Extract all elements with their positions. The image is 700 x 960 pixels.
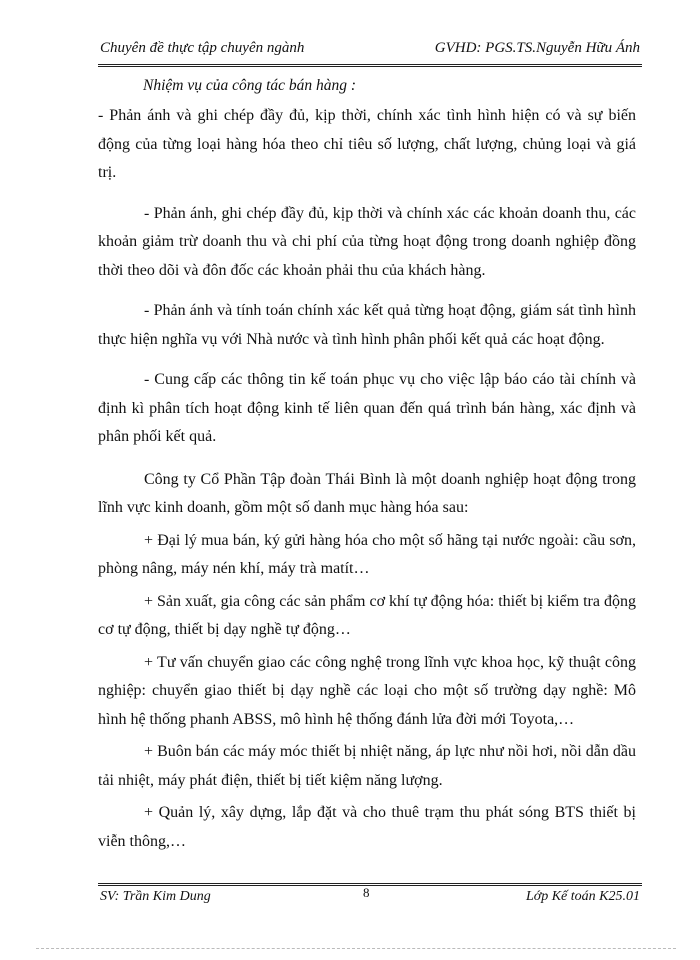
business-item-2: + Sản xuất, gia công các sản phẩm cơ khí tự động hóa: thiết bị kiểm tra động cơ tự động, thiết bị dạy nghề tự động… — [98, 592, 636, 638]
business-item-3: + Tư vấn chuyển giao các công nghệ trong lĩnh vực khoa học, kỹ thuật công nghiệp: chuyển giao thiết bị dạy nghề các loại cho một số trường dạy nghề: Mô hình hệ thống phanh ABSS, mô hình hệ thống đánh lửa đời mới Toyota,… — [98, 653, 636, 728]
page-footer — [100, 885, 640, 909]
page-header — [100, 40, 640, 62]
task-paragraph-2: - Phản ánh, ghi chép đầy đủ, kịp thời và chính xác các khoản doanh thu, các khoản giảm trừ doanh thu và chi phí của từng hoạt động trong doanh nghiệp đồng thời theo dõi và đôn đốc các khoản phải thu của khách hàng. — [98, 204, 636, 279]
footer-divider — [98, 883, 642, 886]
footer-class-name: Lớp Kế toán K25.01 — [525, 889, 640, 904]
task-paragraph-3: - Phản ánh và tính toán chính xác kết quả từng hoạt động, giám sát tình hình thực hiện nghĩa vụ với Nhà nước và tình hình phân phối kết quả các hoạt động. — [98, 302, 636, 348]
business-item-4: + Buôn bán các máy móc thiết bị nhiệt năng, áp lực như nồi hơi, nồi dẫn dầu tải nhiệt, máy phát điện, thiết bị tiết kiệm năng lượng. — [98, 743, 636, 789]
page-number: 8 — [363, 885, 370, 900]
footer-student-name: SV: Trần Kim Dung — [100, 889, 211, 904]
header-divider — [98, 64, 642, 67]
task-paragraph-4: - Cung cấp các thông tin kế toán phục vụ cho việc lập báo cáo tài chính và định kì phân tích hoạt động kinh tế liên quan đến quá trình bán hàng, xác định và phân phối kết quả. — [98, 371, 636, 445]
header-course-title: Chuyên đề thực tập chuyên ngành — [100, 40, 305, 56]
company-intro-paragraph: Công ty Cổ Phần Tập đoàn Thái Bình là một doanh nghiệp hoạt động trong lĩnh vực kinh doanh, gồm một số danh mục hàng hóa sau: — [98, 470, 636, 516]
business-item-1: + Đại lý mua bán, ký gửi hàng hóa cho một số hãng tại nước ngoài: cầu sơn, phòng nâng, máy nén khí, máy trà matít… — [98, 531, 636, 577]
page-body — [98, 70, 636, 856]
task-paragraph-1: - Phản ánh và ghi chép đầy đủ, kịp thời, chính xác tình hình hiện có và sự biến động của từng loại hàng hóa theo chỉ tiêu số lượng, chất lượng, chủng loại và giá trị. — [98, 107, 636, 181]
header-supervisor: GVHD: PGS.TS.Nguyễn Hữu Ánh — [434, 40, 640, 56]
page-bottom-edge — [36, 948, 676, 949]
section-title: Nhiệm vụ của công tác bán hàng : — [143, 77, 357, 94]
business-item-5: + Quản lý, xây dựng, lắp đặt và cho thuê trạm thu phát sóng BTS thiết bị viễn thông,… — [98, 804, 636, 850]
